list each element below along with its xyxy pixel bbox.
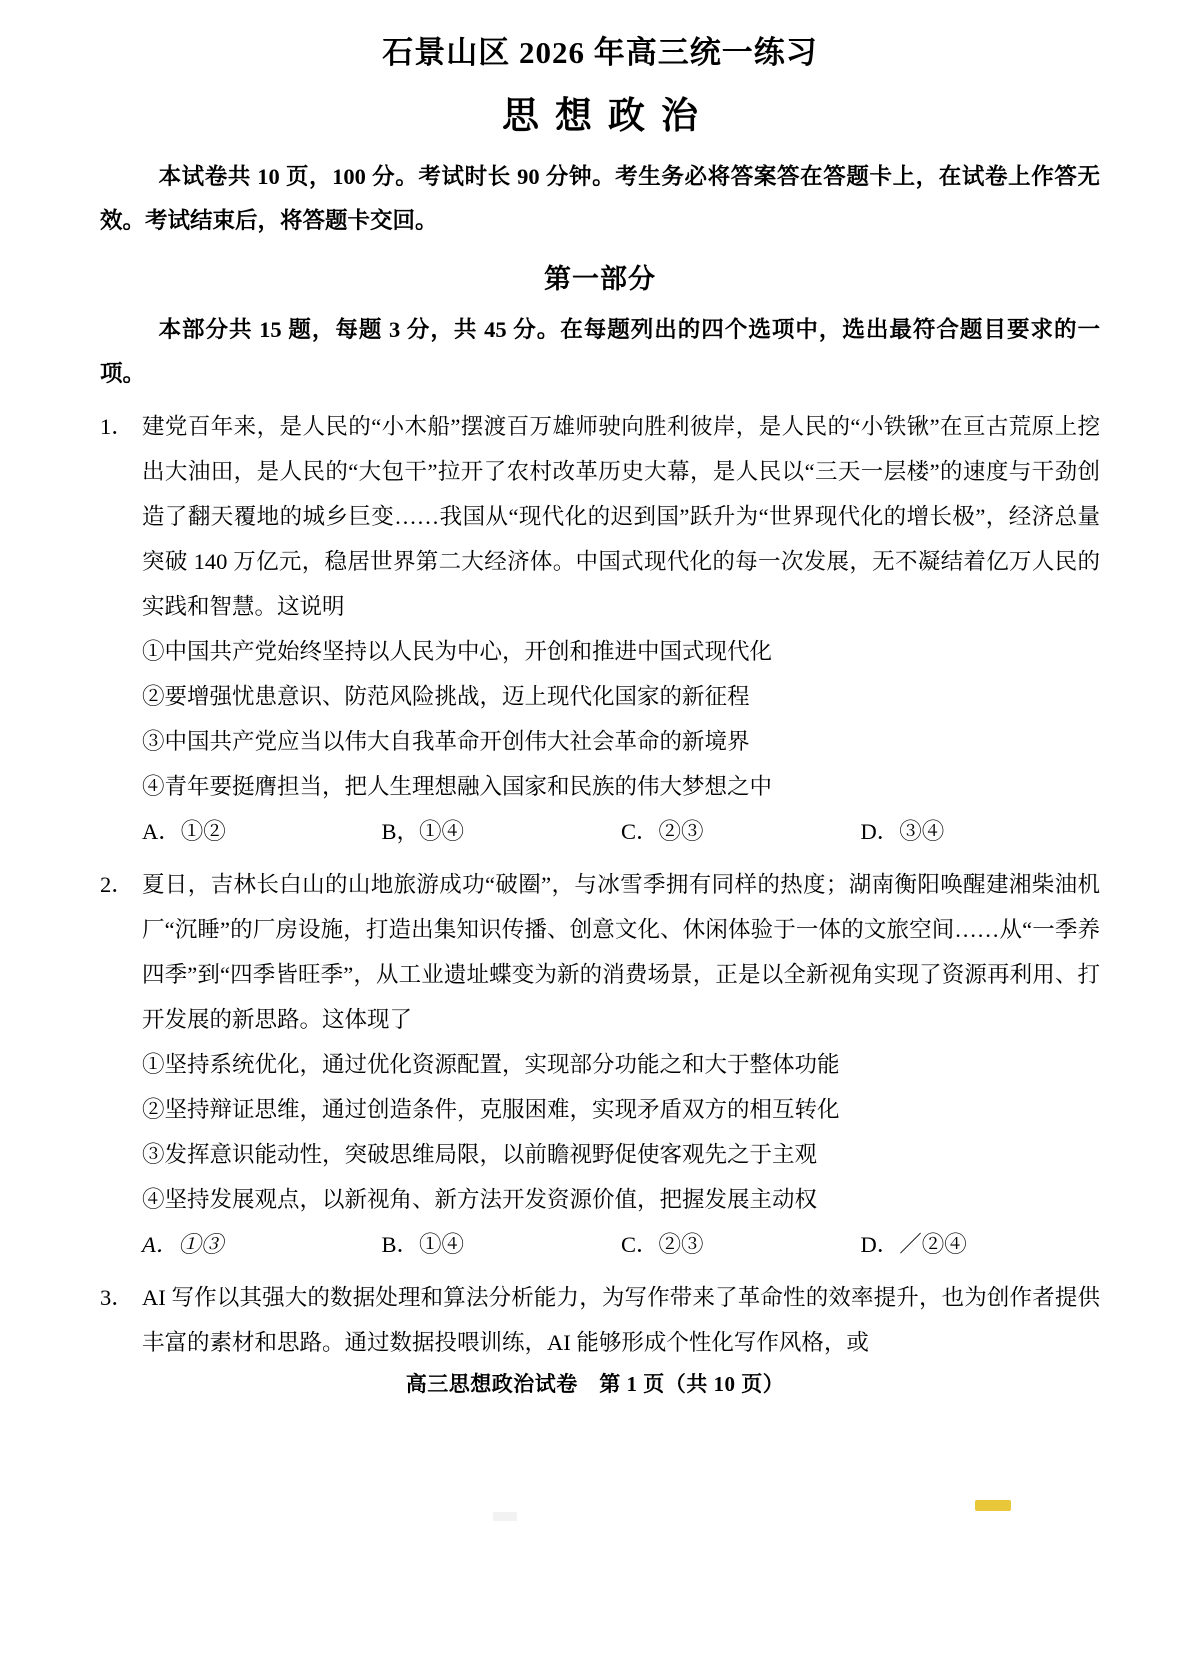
- question-3-stem: AI 写作以其强大的数据处理和算法分析能力，为写作带来了革命性的效率提升，也为创作者提供丰富的素材和思路。通过数据投喂训练，AI 能够形成个性化写作风格，或: [142, 1285, 1100, 1356]
- question-2: [100, 862, 1100, 1267]
- question-2-option-c[interactable]: C．②③: [621, 1232, 704, 1258]
- scan-artifact: [493, 1512, 517, 1521]
- question-1-option-b[interactable]: B，①④: [381, 819, 465, 845]
- question-1-item-1: ①中国共产党始终坚持以人民为中心，开创和推进中国式现代化: [142, 639, 773, 665]
- page-content: [100, 34, 1100, 1365]
- question-2-options: [100, 1222, 1100, 1267]
- page-title: 石景山区 2026 年高三统一练习: [382, 35, 818, 70]
- corner-marker: [975, 1500, 1011, 1511]
- question-3-body: [100, 1275, 1100, 1365]
- question-1: [100, 404, 1100, 854]
- question-2-stem: 夏日，吉林长白山的山地旅游成功“破圈”，与冰雪季拥有同样的热度；湖南衡阳唤醒建湘柴油机厂“沉睡”的厂房设施，打造出集知识传播、创意文化、休闲体验于一体的文旅空间……从“一季养四季”到“四季皆旺季”，从工业遗址蝶变为新的消费场景，正是以全新视角实现了资源再利用、打开发展的新思路。这体现了: [142, 872, 1100, 1033]
- question-2-option-d[interactable]: D．／②④: [860, 1232, 967, 1258]
- question-1-body: [100, 404, 1100, 629]
- question-1-number: 1．: [100, 414, 134, 440]
- question-3-number: 3．: [100, 1285, 134, 1311]
- question-1-options: [100, 809, 1100, 854]
- page-footer: 高三思想政治试卷 第 1 页（共 10 页）: [405, 1372, 785, 1396]
- question-2-items: [100, 1042, 1100, 1222]
- exam-instructions: 本试卷共 10 页，100 分。考试时长 90 分钟。考生务必将答案答在答题卡上，在试卷上作答无效。考试结束后，将答题卡交回。: [100, 163, 1100, 233]
- question-1-stem: 建党百年来，是人民的“小木船”摆渡百万雄师驶向胜利彼岸，是人民的“小铁锹”在亘古荒原上挖出大油田，是人民的“大包干”拉开了农村改革历史大幕，是人民以“三天一层楼”的速度与干劲创造了翻天覆地的城乡巨变……我国从“现代化的迟到国”跃升为“世界现代化的增长极”，经济总量突破 140 万亿元，稳居世界第二大经济体。中国式现代化的每一次发展，无不凝结着亿万人民的实践和智慧。这说明: [142, 414, 1100, 620]
- question-2-item-3: ③发挥意识能动性，突破思维局限，以前瞻视野促使客观先之于主观: [142, 1142, 818, 1168]
- question-1-items: [100, 629, 1100, 809]
- question-1-option-d[interactable]: D．③④: [860, 819, 945, 845]
- section-instructions: 本部分共 15 题，每题 3 分，共 45 分。在每题列出的四个选项中，选出最符合题目要求的一项。: [100, 317, 1100, 387]
- question-2-item-1: ①坚持系统优化，通过优化资源配置，实现部分功能之和大于整体功能: [142, 1052, 840, 1078]
- question-2-number: 2．: [100, 872, 134, 898]
- question-2-item-2: ②坚持辩证思维，通过创造条件，克服困难，实现矛盾双方的相互转化: [142, 1097, 840, 1123]
- subject-title: 思想政治: [502, 94, 714, 136]
- question-2-body: [100, 862, 1100, 1042]
- question-1-item-2: ②要增强忧患意识、防范风险挑战，迈上现代化国家的新征程: [142, 684, 750, 710]
- question-2-option-b[interactable]: B．①④: [381, 1232, 465, 1258]
- question-1-item-4: ④青年要挺膺担当，把人生理想融入国家和民族的伟大梦想之中: [142, 774, 773, 800]
- question-3: [100, 1275, 1100, 1365]
- question-1-option-c[interactable]: C．②③: [621, 819, 704, 845]
- question-2-option-a[interactable]: A．①③: [142, 1232, 224, 1258]
- question-2-item-4: ④坚持发展观点，以新视角、新方法开发资源价值，把握发展主动权: [142, 1187, 818, 1213]
- question-1-option-a[interactable]: A．①②: [142, 819, 226, 845]
- question-1-item-3: ③中国共产党应当以伟大自我革命开创伟大社会革命的新境界: [142, 729, 750, 755]
- section-title: 第一部分: [544, 263, 656, 294]
